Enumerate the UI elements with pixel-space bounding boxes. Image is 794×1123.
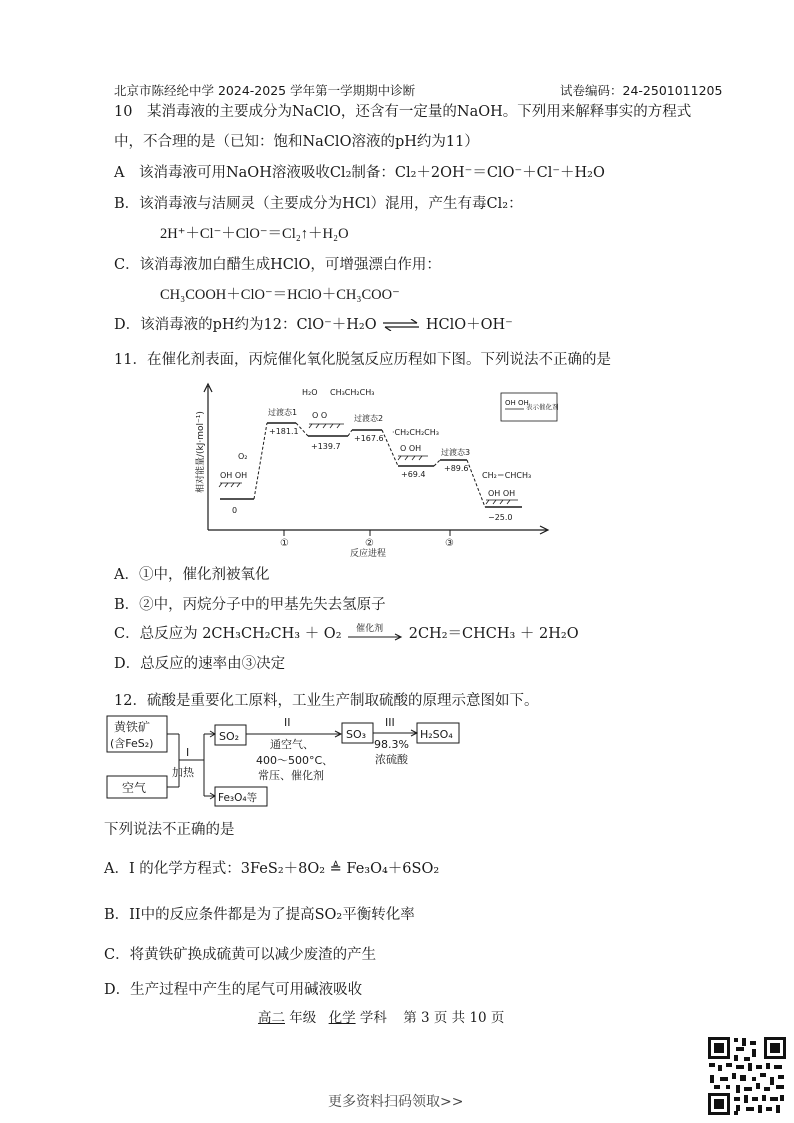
y-axis-label: 相对能量/(kJ·mol⁻¹): [196, 411, 206, 493]
energy-139-7: +139.7: [311, 442, 341, 451]
step-marker-1: ①: [280, 538, 289, 549]
o-o-label: O O: [312, 411, 328, 420]
legend-oh-oh: OH OH: [505, 399, 529, 407]
oh-oh-label-start: OH OH: [220, 471, 248, 480]
q10-option-a: A 该消毒液可用NaOH溶液吸收Cl₂制备：Cl₂＋2OH⁻＝ClO⁻＋Cl⁻＋H₂O: [114, 165, 605, 181]
pyrite-label: 黄铁矿: [114, 720, 151, 734]
q10-stem-line1: 10 某消毒液的主要成分为NaClO，还含有一定量的NaOH。下列用来解释事实的方程式: [114, 104, 692, 120]
h2o-label: H₂O: [302, 388, 318, 397]
q10-option-c-equation: CH₃COOH＋ClO⁻＝HClO＋CH₃COO⁻: [160, 287, 400, 303]
q11-option-b: B．②中，丙烷分子中的甲基先失去氢原子: [114, 597, 386, 613]
footer-page: 第 3 页 共 10 页: [403, 1010, 505, 1026]
energy-167-6: +167.6: [354, 434, 384, 443]
step-I-condition: 加热: [172, 766, 194, 779]
propane-label: CH₃CH₂CH₃: [330, 388, 375, 397]
legend-text: 表示催化剂: [526, 403, 559, 411]
step-II-condition-1: 通空气、: [270, 738, 314, 751]
so3-label: SO₃: [346, 728, 367, 741]
ts3-label: 过渡态3: [441, 448, 471, 457]
step-marker-2: ②: [365, 538, 374, 549]
q10-option-d-right: HClO＋OH⁻: [425, 317, 513, 333]
q11-option-c-right: 2CH₂＝CHCH₃ ＋ 2H₂O: [408, 626, 579, 642]
paper-code: 试卷编码：24-2501011205: [560, 83, 723, 98]
q11-option-c: [114, 622, 579, 643]
sulfuric-acid-flowchart: [104, 712, 474, 807]
right-arrow-icon: [346, 626, 404, 642]
air-label: 空气: [122, 781, 147, 795]
q12-stem: 12．硫酸是重要化工原料，工业生产制取硫酸的原理示意图如下。: [114, 693, 539, 709]
footer-grade-word: 年级: [289, 1010, 317, 1026]
ts1-label: 过渡态1: [268, 408, 298, 417]
energy-69-4: +69.4: [401, 470, 426, 479]
step-II-condition-2: 400～500°C、: [256, 754, 334, 767]
energy-minus-25: −25.0: [488, 513, 513, 522]
step-II-condition-3: 常压、催化剂: [258, 769, 324, 782]
catalyst-arrow: [346, 626, 404, 642]
q11-option-c-left: C．总反应为 2CH₃CH₂CH₃ ＋ O₂: [114, 626, 342, 642]
equilibrium-arrow-icon: [381, 319, 421, 331]
step-III-condition-1: 98.3%: [374, 738, 409, 751]
so2-label: SO₂: [219, 730, 240, 743]
h2so4-label: H₂SO₄: [420, 728, 453, 741]
x-axis-label: 反应进程: [350, 549, 387, 559]
q12-ask: 下列说法不正确的是: [104, 822, 235, 838]
q11-option-d: D．总反应的速率由③决定: [114, 656, 286, 672]
q12-option-b: B．II中的反应条件都是为了提高SO₂平衡转化率: [104, 907, 415, 923]
step-marker-3: ③: [445, 538, 454, 549]
catalyst-arrow-label: 催化剂: [356, 624, 384, 634]
q10-stem-line2: 中，不合理的是（已知：饱和NaClO溶液的pH约为11）: [114, 134, 479, 150]
school-header: 北京市陈经纶中学 2024-2025 学年第一学期期中诊断: [114, 83, 416, 98]
step-III-condition-2: 浓硫酸: [375, 753, 408, 766]
more-resources-link[interactable]: 更多资料扫码领取>>: [328, 1094, 464, 1110]
step-I-label: I: [186, 746, 190, 759]
propene-label: CH₂＝CHCH₃: [482, 471, 532, 480]
q12-option-a: A．I 的化学方程式：3FeS₂＋8O₂ ≜ Fe₃O₄＋6SO₂: [104, 861, 440, 877]
pyrite-sublabel: (含FeS₂): [110, 737, 154, 750]
q11-option-a: A．①中，催化剂被氧化: [114, 567, 270, 583]
q10-option-c: C．该消毒液加白醋生成HClO，可增强漂白作用：: [114, 257, 441, 273]
footer-subject-word: 学科: [359, 1010, 387, 1026]
q10-option-d: [114, 313, 513, 334]
qr-code-icon[interactable]: [706, 1035, 788, 1117]
footer-grade: 高二: [258, 1010, 285, 1026]
ts2-label: 过渡态2: [354, 414, 384, 423]
q11-stem: 11．在催化剂表面，丙烷催化氧化脱氢反应历程如下图。下列说法不正确的是: [114, 352, 611, 368]
q12-option-d: D．生产过程中产生的尾气可用碱液吸收: [104, 982, 363, 998]
q12-option-c: C．将黄铁矿换成硫黄可以减少废渣的产生: [104, 947, 377, 963]
o-oh-label: O OH: [400, 444, 422, 453]
radical-label: ·CH₂CH₂CH₃: [392, 428, 439, 437]
energy-0: 0: [232, 506, 238, 515]
o2-label: O₂: [238, 452, 248, 461]
energy-profile-diagram: [192, 378, 562, 560]
q10-option-b: B．该消毒液与洁厕灵（主要成分为HCl）混用，产生有毒Cl₂：: [114, 196, 523, 212]
oh-oh-label-end: OH OH: [488, 489, 516, 498]
page-footer: [258, 1006, 504, 1026]
step-II-label: II: [284, 716, 291, 729]
energy-89-6: +89.6: [444, 464, 469, 473]
energy-181-1: +181.1: [269, 427, 299, 436]
q10-option-d-left: D．该消毒液的pH约为12：ClO⁻＋H₂O: [114, 317, 377, 333]
footer-subject: 化学: [328, 1010, 356, 1026]
q10-option-b-equation: 2H⁺＋Cl⁻＋ClO⁻＝Cl₂↑＋H₂O: [160, 226, 349, 242]
fe3o4-label: Fe₃O₄等: [218, 792, 258, 804]
step-III-label: III: [385, 716, 395, 729]
